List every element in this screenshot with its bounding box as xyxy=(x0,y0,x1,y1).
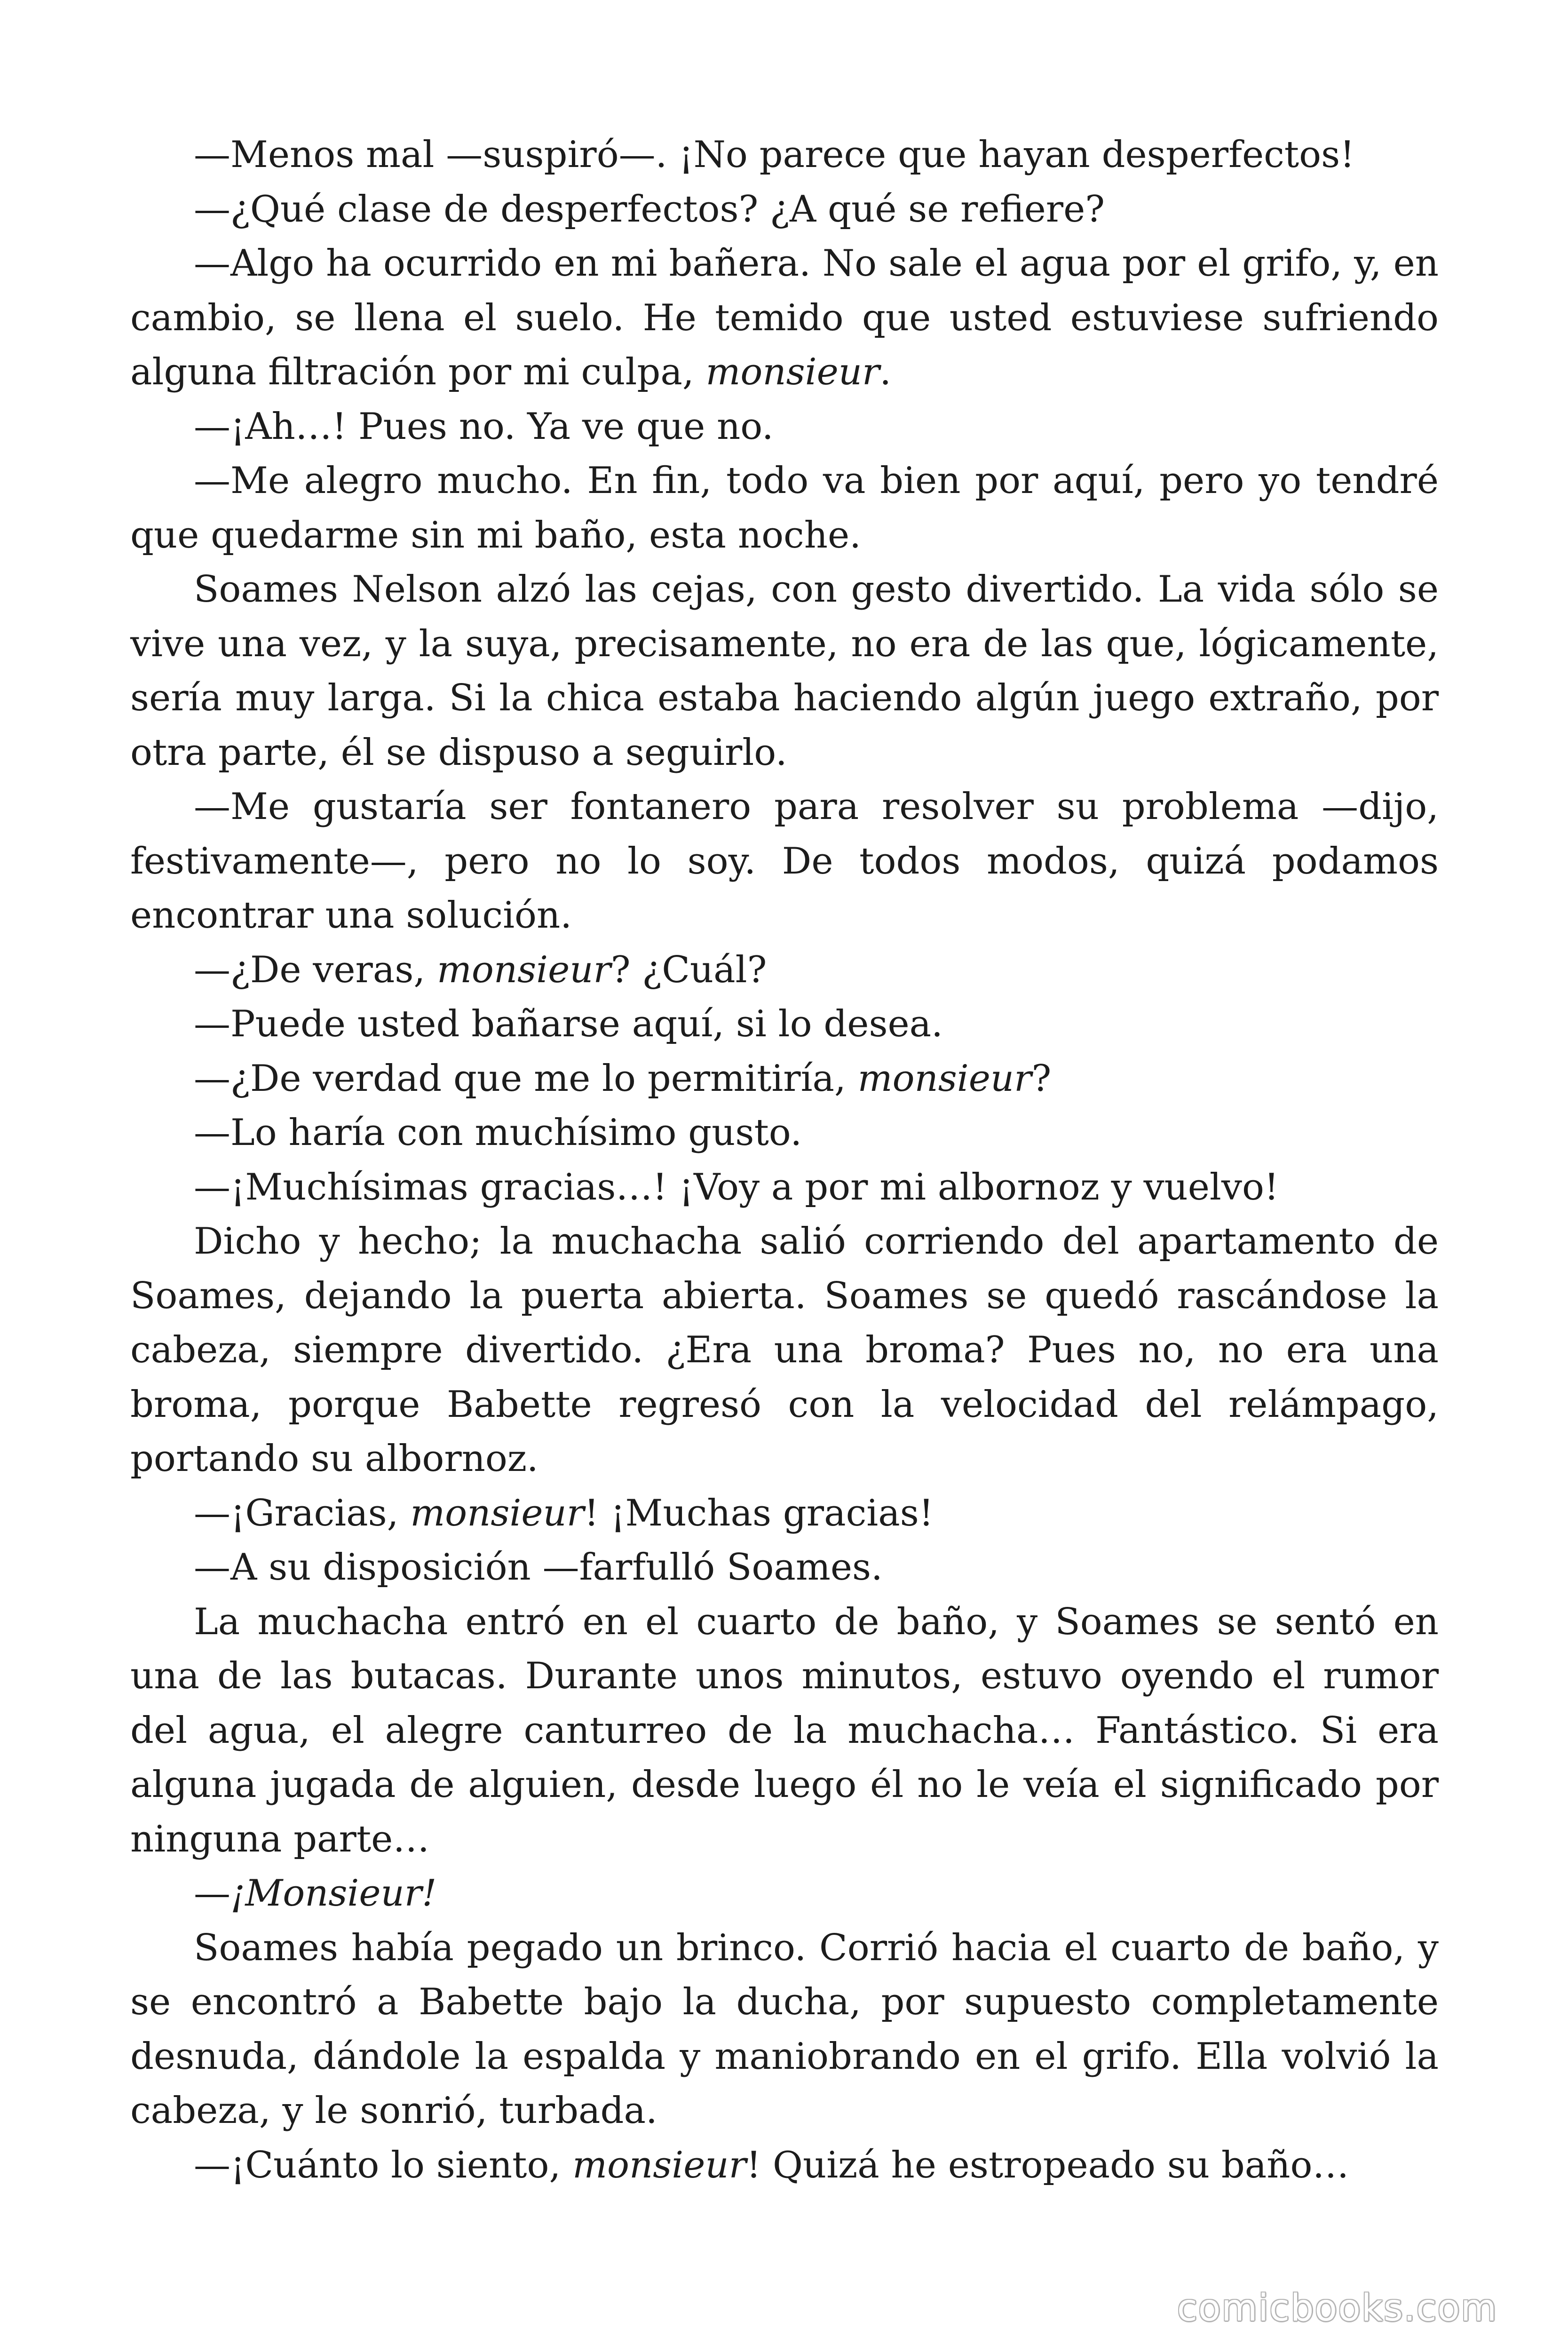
paragraph xyxy=(130,183,1439,237)
text-segment: La muchacha entró en el cuarto de baño, y Soames se sentó en una de las butacas. Durante unos minutos, estuvo oyendo el rumor del agua, el alegre canturreo de la muchacha… Fantástico. Si era alguna jugada de alguien, desde luego él no le veía el significado por ninguna parte… xyxy=(130,1600,1439,1860)
text-segment: —¿De veras, xyxy=(194,948,437,991)
text-segment: —A su disposición —farfulló Soames. xyxy=(194,1546,883,1589)
paragraph xyxy=(130,997,1439,1052)
paragraph xyxy=(130,1160,1439,1215)
text-segment: —¿Qué clase de desperfectos? ¿A qué se refiere? xyxy=(194,188,1105,230)
paragraph xyxy=(130,128,1439,183)
italic-text-segment: monsieur xyxy=(436,948,611,991)
text-segment: —Me gustaría ser fontanero para resolver su problema —dijo, festivamente—, pero no lo soy. De todos modos, quizá podamos encontrar una solución. xyxy=(130,786,1439,937)
paragraph xyxy=(130,2138,1439,2193)
text-segment: —¡Gracias, xyxy=(194,1492,411,1534)
paragraph xyxy=(130,1052,1439,1106)
text-segment: —Algo ha ocurrido en mi bañera. No sale el agua por el grifo, y, en cambio, se llena el suelo. He temido que usted estuviese sufriendo alguna filtración por mi culpa, xyxy=(130,242,1439,393)
text-segment: —¡Muchísimas gracias…! ¡Voy a por mi albornoz y vuelvo! xyxy=(194,1166,1279,1208)
paragraph xyxy=(130,780,1439,943)
watermark: comicbooks.com xyxy=(1177,2287,1497,2329)
text-segment: —Menos mal —suspiró—. ¡No parece que hayan desperfectos! xyxy=(194,134,1355,176)
page-body-text xyxy=(130,128,1439,2193)
text-segment: —¡Cuánto lo siento, xyxy=(194,2144,573,2186)
text-segment: ! ¡Muchas gracias! xyxy=(584,1492,934,1534)
paragraph xyxy=(130,1106,1439,1160)
italic-text-segment: monsieur xyxy=(572,2144,746,2186)
paragraph xyxy=(130,1486,1439,1541)
paragraph xyxy=(130,943,1439,998)
text-segment: — xyxy=(194,1872,230,1915)
paragraph xyxy=(130,563,1439,780)
paragraph xyxy=(130,400,1439,454)
text-segment: ? xyxy=(1031,1057,1052,1100)
paragraph xyxy=(130,1215,1439,1486)
paragraph xyxy=(130,1595,1439,1867)
text-segment: Soames Nelson alzó las cejas, con gesto divertido. La vida sólo se vive una vez, y la suya, precisamente, no era de las que, lógicamente, sería muy larga. Si la chica estaba haciendo algún juego extraño, por otra parte, él se dispuso a seguirlo. xyxy=(130,568,1439,774)
paragraph xyxy=(130,237,1439,400)
paragraph xyxy=(130,1867,1439,1921)
italic-text-segment: ¡Monsieur! xyxy=(230,1872,437,1915)
text-segment: Soames había pegado un brinco. Corrió hacia el cuarto de baño, y se encontró a Babette bajo la ducha, por supuesto completamente desnuda, dándole la espalda y maniobrando en el grifo. Ella volvió la cabeza, y le sonrió, turbada. xyxy=(130,1926,1439,2132)
italic-text-segment: monsieur xyxy=(410,1492,585,1534)
paragraph xyxy=(130,1921,1439,2138)
text-segment: —¿De verdad que me lo permitiría, xyxy=(194,1057,858,1100)
text-segment: —¡Ah…! Pues no. Ya ve que no. xyxy=(194,405,774,448)
text-segment: ? ¿Cuál? xyxy=(610,948,767,991)
text-segment: ! Quizá he estropeado su baño… xyxy=(746,2144,1349,2186)
italic-text-segment: monsieur xyxy=(857,1057,1032,1100)
text-segment: Dicho y hecho; la muchacha salió corriendo del apartamento de Soames, dejando la puerta abierta. Soames se quedó rascándose la cabeza, siempre divertido. ¿Era una broma? Pues no, no era una broma, porque Babette regresó con la velocidad del relámpago, portando su albornoz. xyxy=(130,1220,1439,1480)
text-segment: . xyxy=(879,351,892,393)
paragraph xyxy=(130,1541,1439,1595)
paragraph xyxy=(130,454,1439,563)
italic-text-segment: monsieur xyxy=(705,351,880,393)
text-segment: —Puede usted bañarse aquí, si lo desea. xyxy=(194,1003,943,1045)
text-segment: —Lo haría con muchísimo gusto. xyxy=(194,1112,802,1154)
text-segment: —Me alegro mucho. En fin, todo va bien por aquí, pero yo tendré que quedarme sin mi baño, esta noche. xyxy=(130,460,1439,556)
